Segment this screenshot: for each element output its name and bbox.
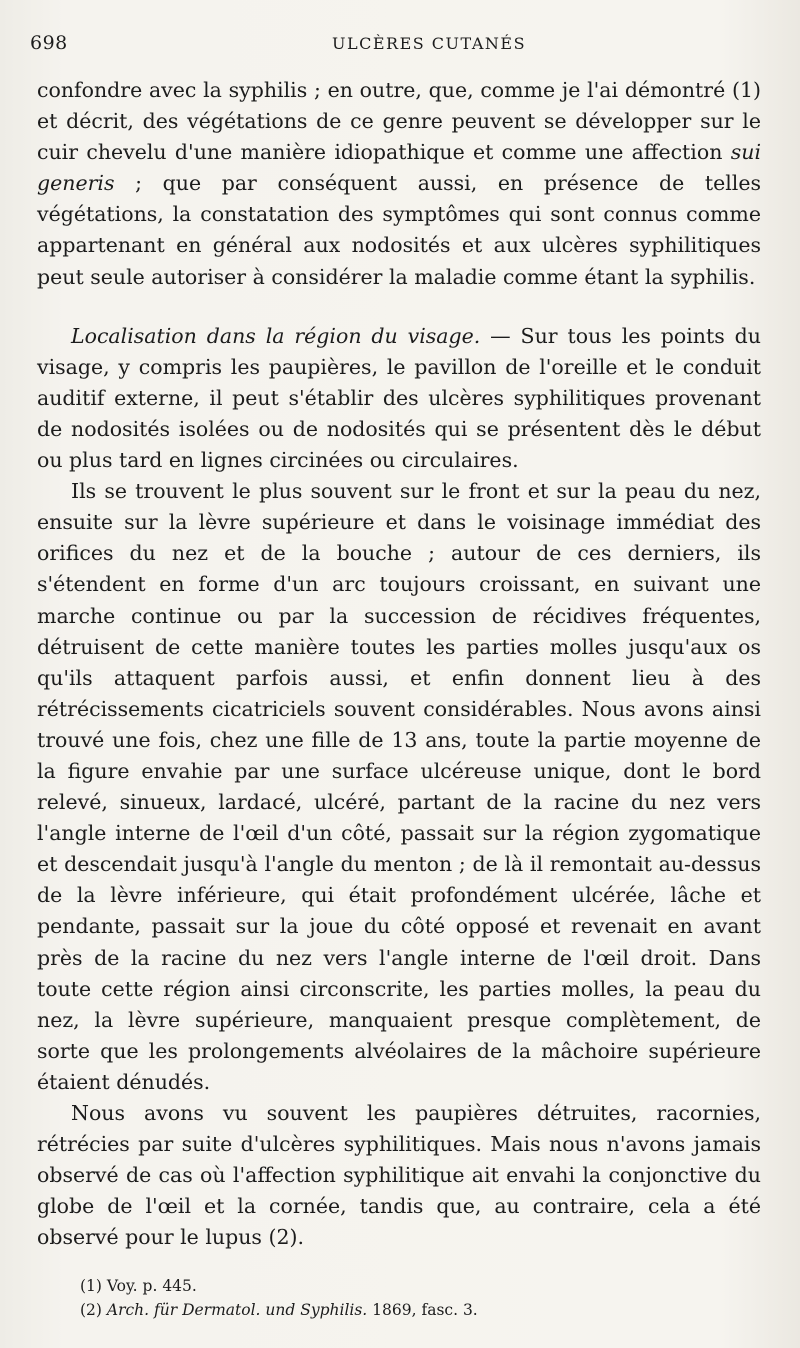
footnotes bbox=[80, 1274, 478, 1322]
running-title: ULCÈRES CUTANÉS bbox=[332, 34, 527, 53]
footnote-2-rest: 1869, fasc. 3. bbox=[367, 1301, 478, 1319]
footnote-2-title: Arch. für Dermatol. und Syphilis. bbox=[106, 1301, 368, 1319]
paragraph-1 bbox=[37, 75, 761, 293]
paragraph-1-italic: sui generis bbox=[37, 140, 761, 196]
footnote-1: (1) Voy. p. 445. bbox=[80, 1277, 197, 1295]
paragraph-1-rest: ; que par conséquent aussi, en présence de telles végétations, la constatation des symptômes qui sont connus comme appartenant en général aux nodosités et aux ulcères syphilitiques peut seule autoriser à considérer la maladie comme étant la syphilis. bbox=[37, 171, 761, 289]
paragraph-1-text: confondre avec la syphilis ; en outre, que, comme je l'ai démontré (1) et décrit, des végétations de ce genre peuvent se développer sur le cuir chevelu d'une manière idiopathique et comme une affection bbox=[37, 78, 761, 165]
page-header bbox=[30, 32, 770, 62]
paragraph-2-text: — Sur tous les points du visage, y compris les paupières, le pavillon de l'oreille et le conduit auditif externe, il peut s'établir des ulcères syphilitiques provenant de nodosités isolées ou de nodosités qui se présentent dès le début ou plus tard en lignes circinées ou circulaires. bbox=[37, 323, 761, 473]
paragraph-2 bbox=[37, 321, 761, 476]
body-text bbox=[37, 75, 761, 1253]
page-number: 698 bbox=[30, 32, 68, 54]
paragraph-3: Ils se trouvent le plus souvent sur le front et sur la peau du nez, ensuite sur la lèvre supérieure et dans le voisinage immédiat des orifices du nez et de la bouche ; autour de ces derniers, ils s'étendent en forme d'un arc toujours croissant, en suivant une marche continue ou par la succession de récidives fréquentes, détruisent de cette manière toutes les parties molles jusqu'aux os qu'ils attaquent parfois aussi, et enfin donnent lieu à des rétrécissements cicatriciels souvent considérables. Nous avons ainsi trouvé une fois, chez une fille de 13 ans, toute la partie moyenne de la figure envahie par une surface ulcéreuse unique, dont le bord relevé, sinueux, lardacé, ulcéré, partant de la racine du nez vers l'angle interne de l'œil d'un côté, passait sur la région zygomatique et descendait jusqu'à l'angle du menton ; de là il remontait au-dessus de la lèvre inférieure, qui était profondément ulcérée, lâche et pendante, passait sur la joue du côté opposé et revenait en avant près de la racine du nez vers l'angle interne de l'œil droit. Dans toute cette région ainsi circonscrite, les parties molles, la peau du nez, la lèvre supérieure, manquaient presque complètement, de sorte que les prolongements alvéolaires de la mâchoire supérieure étaient dénudés. bbox=[37, 479, 761, 1094]
paragraph-4: Nous avons vu souvent les paupières détruites, racornies, rétrécies par suite d'ulcères syphilitiques. Mais nous n'avons jamais observé de cas où l'affection syphilitique ait envahi la conjonctive du globe de l'œil et la cornée, tandis que, au contraire, cela a été observé pour le lupus (2). bbox=[37, 1101, 761, 1250]
footnote-2-number: (2) bbox=[80, 1301, 107, 1319]
section-heading: Localisation dans la région du visage. bbox=[71, 323, 481, 348]
footnote-2 bbox=[80, 1298, 478, 1322]
